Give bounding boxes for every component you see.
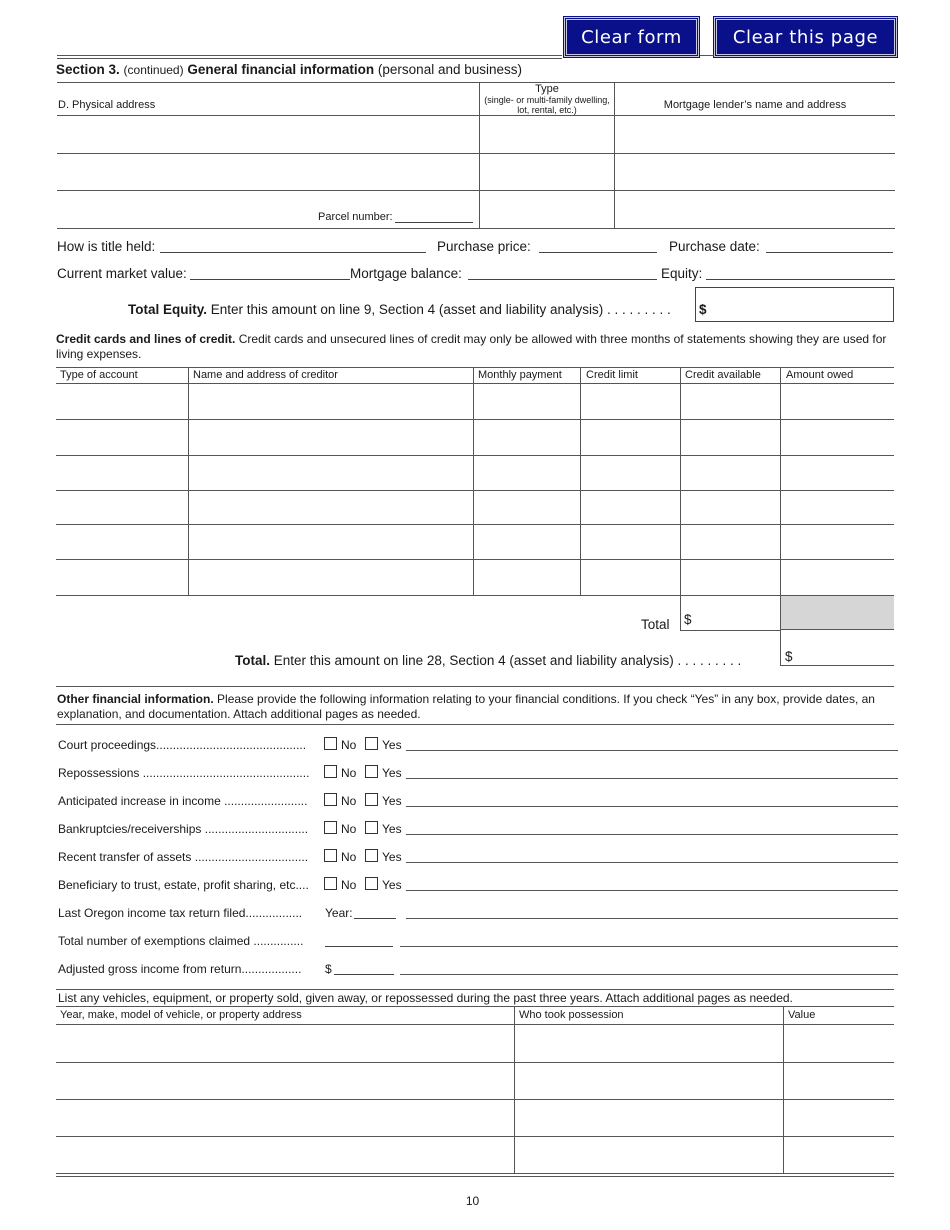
yes-label: Yes [382,822,402,836]
property-table-top [57,82,895,83]
credit-col-divider [680,367,681,630]
beneficiary-no-checkbox[interactable] [324,877,337,890]
credit-grand-total-field[interactable] [780,665,894,666]
purchase-price-field[interactable] [539,252,657,253]
credit-row-line [56,490,894,491]
last-return-year-field[interactable] [354,918,396,919]
exemptions-field[interactable] [325,946,393,947]
credit-total-line [235,653,741,668]
court-proceedings-explanation-field[interactable] [406,750,898,751]
credit-row-line [56,419,894,420]
header-rule [57,55,562,56]
purchase-date-label: Purchase date: [669,239,760,254]
repossessions-explanation-field[interactable] [406,778,898,779]
yes-label: Yes [382,738,402,752]
credit-available-total-dollar: $ [684,612,692,627]
type-sub-label: (single- or multi-family dwelling, lot, rental, etc.) [484,95,610,115]
bankruptcies-yes-checkbox[interactable] [365,821,378,834]
exemptions-notes-field[interactable] [400,946,898,947]
header-rule-3 [700,55,714,56]
credit-owed-shaded-cell [781,596,894,630]
section-continued: (continued) [123,63,184,77]
credit-col-type: Type of account [60,369,138,381]
vehicles-row-line [56,1136,894,1137]
credit-row-line [56,559,894,560]
credit-col-creditor: Name and address of creditor [193,369,338,381]
credit-intro-text: Credit cards and unsecured lines of credit may only be allowed with three months of statements showing they are used for living expenses. [56,332,887,361]
bankruptcies-no-checkbox[interactable] [324,821,337,834]
clear-page-button[interactable]: Clear this page [714,17,897,57]
income-increase-no-checkbox[interactable] [324,793,337,806]
credit-table-bottom [56,595,894,596]
parcel-number-field[interactable] [395,222,473,223]
no-label: No [341,766,357,780]
credit-table-top [56,367,894,368]
property-row-line [57,190,895,191]
section-title: General financial information [187,62,375,77]
exemptions-label: Total number of exemptions claimed ............... [58,934,304,948]
purchase-date-field[interactable] [766,252,893,253]
market-value-label: Current market value: [57,266,187,281]
property-row-line [57,153,895,154]
vehicles-col-value: Value [788,1009,816,1021]
market-value-field[interactable] [190,279,350,280]
credit-col-divider [580,367,581,595]
section-heading [56,62,522,77]
no-label: No [341,850,357,864]
no-label: No [341,738,357,752]
beneficiary-label: Beneficiary to trust, estate, profit sharing, etc.... [58,878,309,892]
credit-grand-total-dollar: $ [785,649,793,664]
court-proceedings-no-checkbox[interactable] [324,737,337,750]
yes-label: Yes [382,794,402,808]
total-equity-bold: Total Equity. [128,302,207,317]
court-proceedings-label: Court proceedings............................................. [58,738,307,752]
vehicles-row-line [56,1099,894,1100]
asset-transfer-explanation-field[interactable] [406,862,898,863]
asset-transfer-row [58,848,898,868]
beneficiary-explanation-field[interactable] [406,890,898,891]
total-equity-dollar: $ [699,302,707,317]
income-increase-explanation-field[interactable] [406,806,898,807]
credit-total-bold: Total. [235,653,270,668]
credit-row-line [56,455,894,456]
court-proceedings-row [58,736,898,756]
equity-field[interactable] [706,279,895,280]
yes-label: Yes [382,850,402,864]
purchase-price-label: Purchase price: [437,239,531,254]
clear-form-button[interactable]: Clear form [564,17,699,57]
bankruptcies-label: Bankruptcies/receiverships ............................... [58,822,309,836]
section-subtitle: (personal and business) [377,62,523,77]
credit-intro-bold: Credit cards and lines of credit. [56,332,236,346]
section-number: Section 3. [56,62,120,77]
no-label: No [341,822,357,836]
header-rule-2 [57,58,562,59]
lender-label: Mortgage lender’s name and address [663,99,847,111]
vehicles-intro: List any vehicles, equipment, or property sold, given away, or repossessed during the past three years. Attach additional pages as needed. [58,991,793,1005]
yes-label: Yes [382,766,402,780]
no-label: No [341,794,357,808]
vehicles-col-possession: Who took possession [519,1009,624,1021]
credit-col-divider [473,367,474,595]
other-intro-text: Please provide the following information relating to your financial conditions. If you check “Yes” in any box, provide dates, an explanation, and documentation. Attach additional pages as needed. [57,692,875,721]
vehicles-header-top [56,1006,894,1007]
other-intro-bold: Other financial information. [57,692,214,706]
vehicles-top-rule [56,989,894,990]
bankruptcies-row [58,820,898,840]
other-top-rule [56,686,894,687]
mortgage-balance-label: Mortgage balance: [350,266,462,281]
asset-transfer-yes-checkbox[interactable] [365,849,378,862]
agi-dollar: $ [325,962,332,976]
agi-label: Adjusted gross income from return.................. [58,962,302,976]
property-table-bottom [57,228,895,229]
vehicles-col-divider [783,1006,784,1173]
bankruptcies-explanation-field[interactable] [406,834,898,835]
credit-col-monthly: Monthly payment [478,369,562,381]
vehicles-col-description: Year, make, model of vehicle, or property address [60,1009,302,1021]
credit-col-limit: Credit limit [586,369,638,381]
title-held-field[interactable] [160,252,426,253]
court-proceedings-yes-checkbox[interactable] [365,737,378,750]
beneficiary-yes-checkbox[interactable] [365,877,378,890]
type-label: Type [535,83,559,95]
repossessions-no-checkbox[interactable] [324,765,337,778]
credit-col-owed: Amount owed [786,369,854,381]
income-increase-yes-checkbox[interactable] [365,793,378,806]
income-increase-label: Anticipated increase in income ......................... [58,794,308,808]
repossessions-label: Repossessions .................................................. [58,766,310,780]
credit-available-total-field[interactable] [680,630,780,631]
credit-row-line [56,524,894,525]
asset-transfer-label: Recent transfer of assets .................................. [58,850,309,864]
year-label: Year: [325,906,353,920]
vehicles-header-bottom [56,1024,894,1025]
other-intro-rule [56,724,894,725]
credit-intro [56,332,898,362]
agi-row [58,960,898,980]
credit-col-divider [188,367,189,595]
repossessions-yes-checkbox[interactable] [365,765,378,778]
physical-address-label: D. Physical address [58,99,156,111]
mortgage-balance-field[interactable] [468,279,657,280]
last-return-row [58,904,898,924]
exemptions-row [58,932,898,952]
title-held-label: How is title held: [57,239,156,254]
property-row-line [57,115,895,116]
vehicles-table-bottom [56,1173,894,1174]
repossessions-row [58,764,898,784]
asset-transfer-no-checkbox[interactable] [324,849,337,862]
vehicles-col-divider [514,1006,515,1173]
equity-label: Equity: [661,266,703,281]
credit-col-available: Credit available [685,369,761,381]
other-intro [57,692,899,722]
total-equity-line [128,302,671,317]
page-number: 10 [465,1194,480,1208]
credit-total-label: Total [641,617,670,632]
total-equity-box[interactable] [695,287,894,322]
beneficiary-row [58,876,898,896]
credit-total-text: Enter this amount on line 28, Section 4 (asset and liability analysis) . . . . . . . . . [273,653,742,668]
credit-header-bottom [56,383,894,384]
last-return-label: Last Oregon income tax return filed................. [58,906,303,920]
parcel-number-label: Parcel number: [318,211,393,223]
last-return-notes-field[interactable] [406,918,898,919]
no-label: No [341,878,357,892]
vehicles-row-line [56,1062,894,1063]
income-increase-row [58,792,898,812]
yes-label: Yes [382,878,402,892]
agi-notes-field[interactable] [400,974,898,975]
agi-field[interactable] [334,974,394,975]
vehicles-table-bottom-2 [56,1176,894,1177]
total-equity-text: Enter this amount on line 9, Section 4 (asset and liability analysis) . . . . . . . . . [210,302,671,317]
